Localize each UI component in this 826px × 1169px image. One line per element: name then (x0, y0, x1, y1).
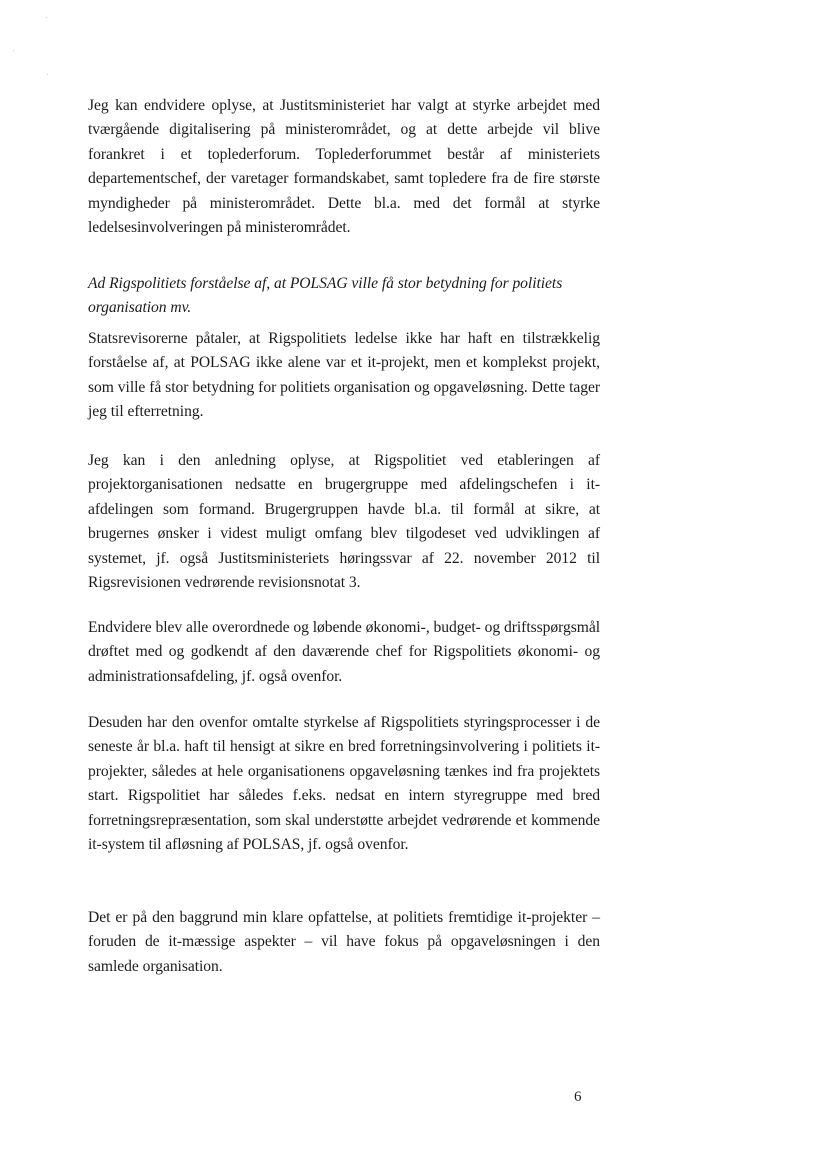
paragraph-konklusion: Det er på den baggrund min klare opfattelse, at politiets fremtidige it-projekter – foruden de it-mæssige aspekter – vil have fokus på opgaveløsningen i den samlede organisation. (88, 909, 600, 975)
paragraph-statsrevisorerne: Statsrevisorerne påtaler, at Rigspolitiets ledelse ikke har haft en tilstrækkelig forståelse af, at POLSAG ikke alene var et it-projekt, men et komplekst projekt, som ville få stor betydning for politiets organisation og opgaveløsning. Dette tager jeg til efterretning. (88, 330, 600, 421)
paragraph-brugergruppe: Jeg kan i den anledning oplyse, at Rigspolitiet ved etableringen af projektorganisationen nedsatte en brugergruppe med afdelingschefen i it-afdelingen som formand. Brugergruppen havde bl.a. til formål at sikre, at brugernes ønsker i videst muligt omfang blev tilgodeset ved udviklingen af systemet, jf. også Justitsministeriets høringssvar af 22. november 2012 til Rigsrevisionen vedrørende revisionsnotat 3. (88, 452, 600, 592)
section-heading: Ad Rigspolitiets forståelse af, at POLSAG ville få stor betydning for politiets organisation mv. (88, 275, 563, 317)
paragraph-oekonomi: Endvidere blev alle overordnede og løbende økonomi-, budget- og driftsspørgsmål drøftet med og godkendt af den daværende chef for Rigspolitiets økonomi- og administrationsafdeling, jf. også ovenfor. (88, 619, 600, 685)
page-number: 6 (574, 1089, 582, 1105)
scan-speck (47, 74, 48, 75)
scan-speck (46, 17, 47, 18)
paragraph-styringsprocesser: Desuden har den ovenfor omtalte styrkelse af Rigspolitiets styringsprocesser i de seneste år bl.a. haft til hensigt at sikre en bred forretningsinvolvering i politiets it-projekter, således at hele organisationens opgaveløsning tænkes ind fra projektets start. Rigspolitiet har således f.eks. nedsat en intern styregruppe med bred forretningsrepræsentation, som skal understøtte arbejdet vedrørende et kommende it-system til afløsning af POLSAS, jf. også ovenfor. (88, 714, 600, 854)
scan-speck (13, 50, 14, 51)
paragraph-digitalisering: Jeg kan endvidere oplyse, at Justitsministeriet har valgt at styrke arbejdet med tværgående digitalisering på ministerområdet, og at dette arbejde vil blive forankret i et toplederforum. Toplederforummet består af ministeriets departementschef, der varetager formandskabet, samt topledere fra de fire største myndigheder på ministerområdet. Dette bl.a. med det formål at styrke ledelsesinvolveringen på ministerområdet. (88, 97, 600, 237)
